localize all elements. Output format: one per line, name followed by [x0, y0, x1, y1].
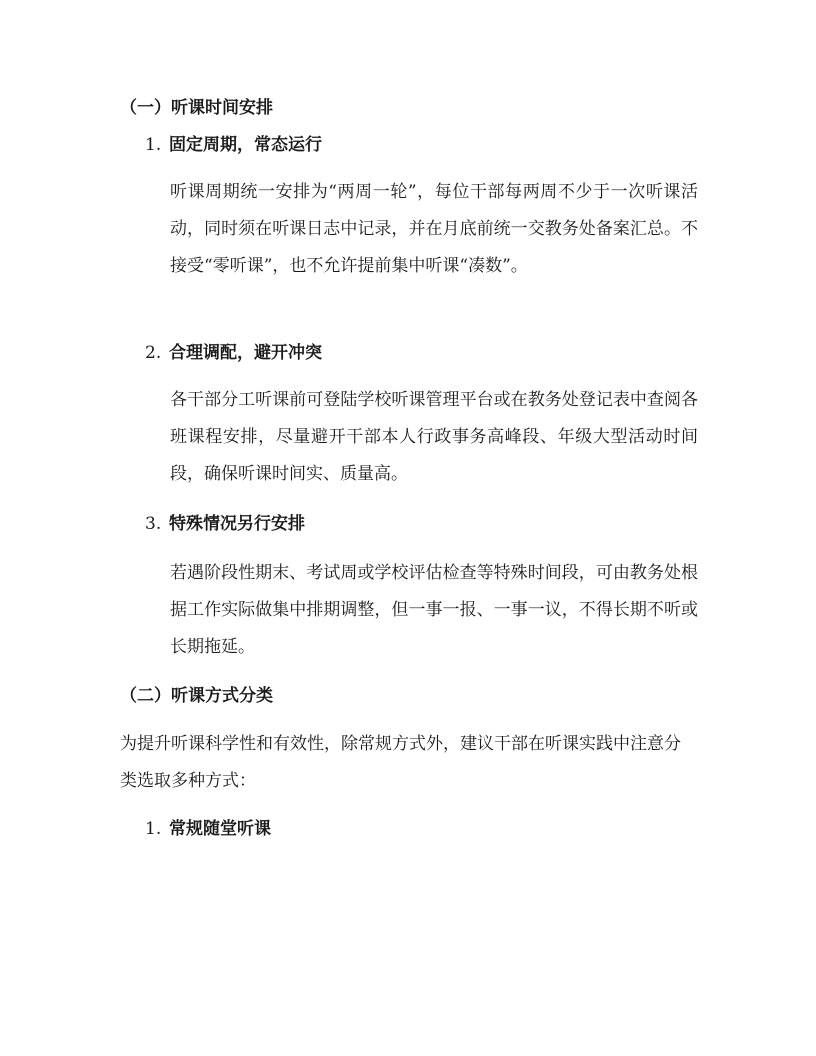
- item-title: 合理调配，避开冲突: [169, 343, 322, 363]
- section-1-item-2-heading: [145, 341, 322, 365]
- item-title: 特殊情况另行安排: [169, 514, 305, 534]
- section-1-item-1-body: 听课周期统一安排为“两周一轮”，每位干部每两周不少于一次听课活动，同时须在听课日志中记录，并在月底前统一交教务处备案汇总。不接受“零听课”，也不允许提前集中听课“凑数”。: [170, 182, 698, 276]
- item-number: 3.: [145, 514, 162, 534]
- item-title: 常规随堂听课: [169, 819, 271, 839]
- item-number: 1.: [145, 819, 162, 839]
- item-number: 2.: [145, 343, 162, 363]
- section-1-item-3-heading: [145, 512, 305, 536]
- item-number: 1.: [145, 135, 162, 155]
- section-2-item-1-heading: [145, 817, 271, 841]
- section-1-item-3-body: 若遇阶段性期末、考试周或学校评估检查等特殊时间段，可由教务处根据工作实际做集中排期调整，但一事一报、一事一议，不得长期不听或长期拖延。: [170, 563, 698, 657]
- item-title: 固定周期，常态运行: [169, 135, 322, 155]
- section-1-item-2-body: 各干部分工听课前可登陆学校听课管理平台或在教务处登记表中查阅各班课程安排，尽量避开干部本人行政事务高峰段、年级大型活动时间段，确保听课时间实、质量高。: [170, 390, 698, 484]
- section-1-heading: （一）听课时间安排: [120, 98, 273, 118]
- section-2-intro: 为提升听课科学性和有效性，除常规方式外，建议干部在听课实践中注意分类选取多种方式：: [120, 734, 681, 791]
- section-1-item-1-heading: [145, 133, 322, 157]
- section-2-heading: （二）听课方式分类: [120, 686, 273, 706]
